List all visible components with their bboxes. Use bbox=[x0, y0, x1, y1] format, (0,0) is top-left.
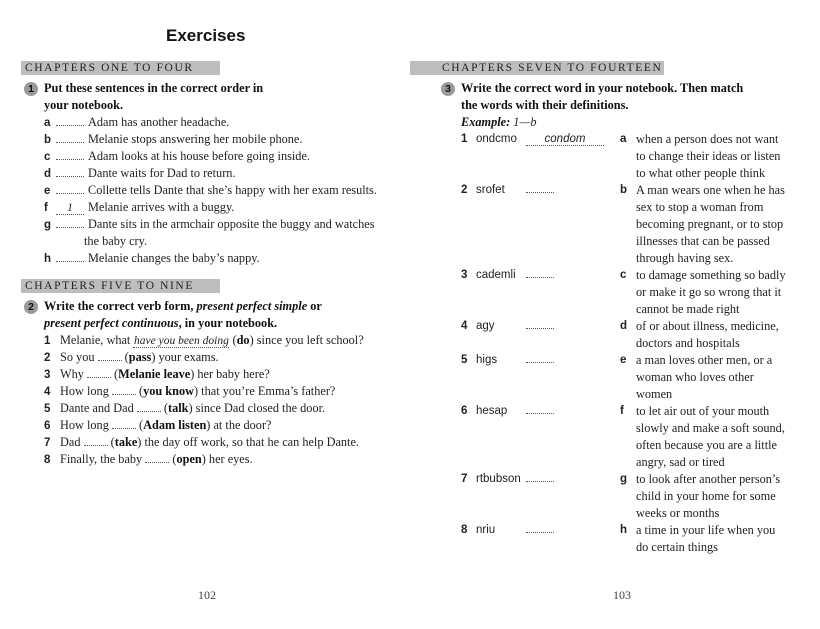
item-verb: take bbox=[114, 435, 138, 449]
definition-letter: f bbox=[620, 405, 624, 417]
scrambled-word: ondcmo bbox=[476, 133, 517, 145]
item-post: ) the day off work, so that he can help Dante. bbox=[137, 435, 360, 449]
exercise-2-instruction-line1 bbox=[44, 298, 322, 315]
exercise-number-1: 1 bbox=[24, 82, 38, 96]
item-post: ) that you’re Emma’s father? bbox=[194, 384, 336, 398]
item-number: 3 bbox=[44, 369, 51, 381]
scrambled-word: agy bbox=[476, 320, 495, 332]
verb-item bbox=[44, 417, 272, 435]
page-number-left: 102 bbox=[198, 588, 216, 602]
item-mid: ( bbox=[107, 435, 115, 449]
item-post: ) at the door? bbox=[206, 418, 272, 432]
item-letter: h bbox=[44, 253, 52, 265]
order-item bbox=[44, 131, 302, 149]
definition-text: to look after another person’s bbox=[636, 472, 781, 486]
item-pre: Dad bbox=[60, 435, 84, 449]
answer-blank bbox=[112, 394, 136, 395]
definition-text: or make it go so wrong that it bbox=[636, 285, 782, 299]
verb-item bbox=[44, 349, 219, 367]
order-item bbox=[44, 165, 236, 183]
definition-text: woman who loves other bbox=[636, 370, 754, 384]
item-letter: g bbox=[44, 219, 52, 231]
word-number: 5 bbox=[461, 354, 468, 366]
word-number: 6 bbox=[461, 405, 468, 417]
definition-text: A man wears one when he has bbox=[636, 183, 785, 197]
example bbox=[461, 114, 537, 131]
exercise-2-instruction-line2 bbox=[44, 315, 277, 332]
definition-letter: h bbox=[620, 524, 628, 536]
item-text-continued: the baby cry. bbox=[84, 234, 148, 248]
order-item bbox=[44, 114, 229, 132]
definition-text: to damage something so badly bbox=[636, 268, 786, 282]
item-verb: Adam listen bbox=[143, 418, 207, 432]
answer-blank bbox=[56, 193, 84, 194]
definition-text: doctors and hospitals bbox=[636, 336, 740, 350]
verb-item bbox=[44, 366, 270, 384]
item-letter: d bbox=[44, 168, 52, 180]
item-pre: How long bbox=[60, 418, 112, 432]
scrambled-word-row bbox=[461, 267, 554, 284]
item-letter: e bbox=[44, 185, 51, 197]
item-text: Adam has another headache. bbox=[88, 115, 230, 129]
item-pre: So you bbox=[60, 350, 98, 364]
item-pre: Why bbox=[60, 367, 87, 381]
instr-text: or bbox=[307, 299, 322, 313]
answer-blank bbox=[526, 277, 554, 278]
item-text: Melanie stops answering her mobile phone. bbox=[88, 132, 303, 146]
definition-letter: e bbox=[620, 354, 627, 366]
item-letter: a bbox=[44, 117, 51, 129]
item-verb: open bbox=[176, 452, 202, 466]
item-verb: Melanie leave bbox=[118, 367, 191, 381]
instr-text: Write the correct verb form, bbox=[44, 299, 197, 313]
word-number: 1 bbox=[461, 133, 468, 145]
item-mid: ( bbox=[110, 367, 119, 381]
answer-blank bbox=[87, 377, 111, 378]
exercise-3-instruction-line2: the words with their definitions. bbox=[461, 98, 629, 112]
answer-blank bbox=[526, 328, 554, 329]
scrambled-word-row bbox=[461, 352, 554, 369]
definition-text: a time in your life when you bbox=[636, 523, 776, 537]
definition-letter: g bbox=[620, 473, 628, 485]
item-post: ) since you left school? bbox=[249, 333, 364, 347]
scrambled-word: hesap bbox=[476, 405, 508, 417]
verb-item bbox=[44, 383, 335, 401]
answer-blank bbox=[84, 445, 108, 446]
answer-blank bbox=[526, 481, 554, 482]
verb-item bbox=[44, 400, 325, 418]
definition-text: of or about illness, medicine, bbox=[636, 319, 779, 333]
scrambled-word: cademli bbox=[476, 269, 516, 281]
definition-text: through having sex. bbox=[636, 251, 734, 265]
scrambled-word-row bbox=[461, 522, 554, 539]
answer-blank bbox=[526, 532, 554, 533]
item-pre: Finally, the baby bbox=[60, 452, 146, 466]
scrambled-word-row bbox=[461, 131, 604, 148]
item-number: 5 bbox=[44, 403, 51, 415]
answer-blank bbox=[56, 227, 84, 228]
item-mid: ( bbox=[229, 333, 237, 347]
definition-letter: d bbox=[620, 320, 628, 332]
item-letter: c bbox=[44, 151, 51, 163]
definition-letter: b bbox=[620, 184, 628, 196]
item-number: 2 bbox=[44, 352, 51, 364]
item-text: Dante waits for Dad to return. bbox=[88, 166, 236, 180]
scrambled-word: srofet bbox=[476, 184, 505, 196]
example-value: 1—b bbox=[513, 115, 537, 129]
answer-blank bbox=[56, 261, 84, 262]
item-verb: do bbox=[236, 333, 250, 347]
scrambled-word: rtbubson bbox=[476, 473, 521, 485]
exercise-number-2: 2 bbox=[24, 300, 38, 314]
answer-blank bbox=[137, 411, 161, 412]
scrambled-word-row bbox=[461, 182, 554, 199]
definition-text: do certain things bbox=[636, 540, 718, 554]
item-letter: b bbox=[44, 134, 52, 146]
word-number: 7 bbox=[461, 473, 468, 485]
answer-blank bbox=[56, 176, 84, 177]
section-band-1: CHAPTERS ONE TO FOUR bbox=[21, 61, 220, 75]
definition-text: to what other people think bbox=[636, 166, 766, 180]
item-text: Adam looks at his house before going inside. bbox=[88, 149, 310, 163]
definition-text: becoming pregnant, or to stop bbox=[636, 217, 784, 231]
order-item bbox=[44, 148, 310, 166]
example-label: Example: bbox=[461, 115, 511, 129]
item-pre: Dante and Dad bbox=[60, 401, 137, 415]
item-letter: f bbox=[44, 202, 48, 214]
item-post: ) her eyes. bbox=[201, 452, 253, 466]
definition-text: illnesses that can be passed bbox=[636, 234, 770, 248]
definition-letter: a bbox=[620, 133, 627, 145]
scrambled-word-row bbox=[461, 471, 554, 488]
definition-text: weeks or months bbox=[636, 506, 720, 520]
answer-blank bbox=[56, 159, 84, 160]
item-verb: you know bbox=[143, 384, 195, 398]
answer-blank: 1 bbox=[56, 202, 84, 215]
verb-item bbox=[44, 451, 253, 469]
definition-text: angry, sad or tired bbox=[636, 455, 725, 469]
scrambled-word: nriu bbox=[476, 524, 496, 536]
answer-blank bbox=[526, 192, 554, 193]
answer-blank: condom bbox=[526, 133, 604, 146]
definition-text: slowly and make a soft sound, bbox=[636, 421, 785, 435]
item-number: 7 bbox=[44, 437, 51, 449]
definition-text: often because you are a little bbox=[636, 438, 778, 452]
item-mid: ( bbox=[135, 384, 144, 398]
item-text: Collette tells Dante that she’s happy with her exam results. bbox=[88, 183, 377, 197]
item-post: ) your exams. bbox=[151, 350, 219, 364]
item-mid: ( bbox=[160, 401, 168, 415]
answer-blank bbox=[526, 362, 554, 363]
instr-italic: present perfect simple bbox=[196, 299, 308, 313]
exercise-number-3: 3 bbox=[441, 82, 455, 96]
item-verb: talk bbox=[168, 401, 189, 415]
definition-text: sex to stop a woman from bbox=[636, 200, 764, 214]
answer-blank: have you been doing bbox=[134, 335, 229, 347]
answer-blank bbox=[526, 413, 554, 414]
definition-text: child in your home for some bbox=[636, 489, 776, 503]
item-number: 4 bbox=[44, 386, 51, 398]
word-number: 3 bbox=[461, 269, 468, 281]
definition-text: cannot be made right bbox=[636, 302, 740, 316]
page-title: Exercises bbox=[166, 26, 246, 45]
word-number: 4 bbox=[461, 320, 468, 332]
exercise-1-instruction-line2: your notebook. bbox=[44, 98, 124, 112]
order-item bbox=[44, 216, 375, 234]
item-text: Melanie arrives with a buggy. bbox=[88, 200, 235, 214]
definition-text: to change their ideas or listen bbox=[636, 149, 781, 163]
instr-text: , in your notebook. bbox=[178, 316, 278, 330]
scrambled-word-row bbox=[461, 318, 554, 335]
item-pre: Melanie, what bbox=[60, 333, 134, 347]
item-number: 6 bbox=[44, 420, 51, 432]
word-number: 2 bbox=[461, 184, 468, 196]
item-verb: pass bbox=[128, 350, 152, 364]
answer-blank bbox=[98, 360, 122, 361]
verb-item bbox=[44, 332, 364, 350]
word-number: 8 bbox=[461, 524, 468, 536]
answer-blank bbox=[112, 428, 136, 429]
item-text: Dante sits in the armchair opposite the buggy and watches bbox=[88, 217, 375, 231]
item-number: 1 bbox=[44, 335, 51, 347]
section-band-3: CHAPTERS SEVEN TO FOURTEEN bbox=[410, 61, 664, 75]
scrambled-word-row bbox=[461, 403, 554, 420]
item-mid: ( bbox=[169, 452, 177, 466]
exercise-3-instruction-line1: Write the correct word in your notebook. Then match bbox=[461, 81, 744, 95]
page-number-right: 103 bbox=[613, 588, 631, 602]
instr-italic: present perfect continuous bbox=[44, 316, 179, 330]
item-post: ) since Dad closed the door. bbox=[188, 401, 326, 415]
order-item bbox=[44, 199, 234, 217]
item-post: ) her baby here? bbox=[190, 367, 270, 381]
item-mid: ( bbox=[121, 350, 129, 364]
answer-blank bbox=[56, 125, 84, 126]
definition-text: women bbox=[636, 387, 673, 401]
order-item bbox=[44, 182, 377, 200]
definition-text: when a person does not want bbox=[636, 132, 779, 146]
answer-blank bbox=[56, 142, 84, 143]
item-pre: How long bbox=[60, 384, 112, 398]
scrambled-word: higs bbox=[476, 354, 498, 366]
item-text: Melanie changes the baby’s nappy. bbox=[88, 251, 260, 265]
section-band-2: CHAPTERS FIVE TO NINE bbox=[21, 279, 220, 293]
item-mid: ( bbox=[135, 418, 144, 432]
definition-text: to let air out of your mouth bbox=[636, 404, 770, 418]
definition-text: a man loves other men, or a bbox=[636, 353, 773, 367]
item-number: 8 bbox=[44, 454, 51, 466]
definition-letter: c bbox=[620, 269, 627, 281]
verb-item bbox=[44, 434, 359, 452]
answer-blank bbox=[145, 462, 169, 463]
exercise-1-instruction-line1: Put these sentences in the correct order in bbox=[44, 81, 264, 95]
order-item bbox=[44, 250, 260, 268]
